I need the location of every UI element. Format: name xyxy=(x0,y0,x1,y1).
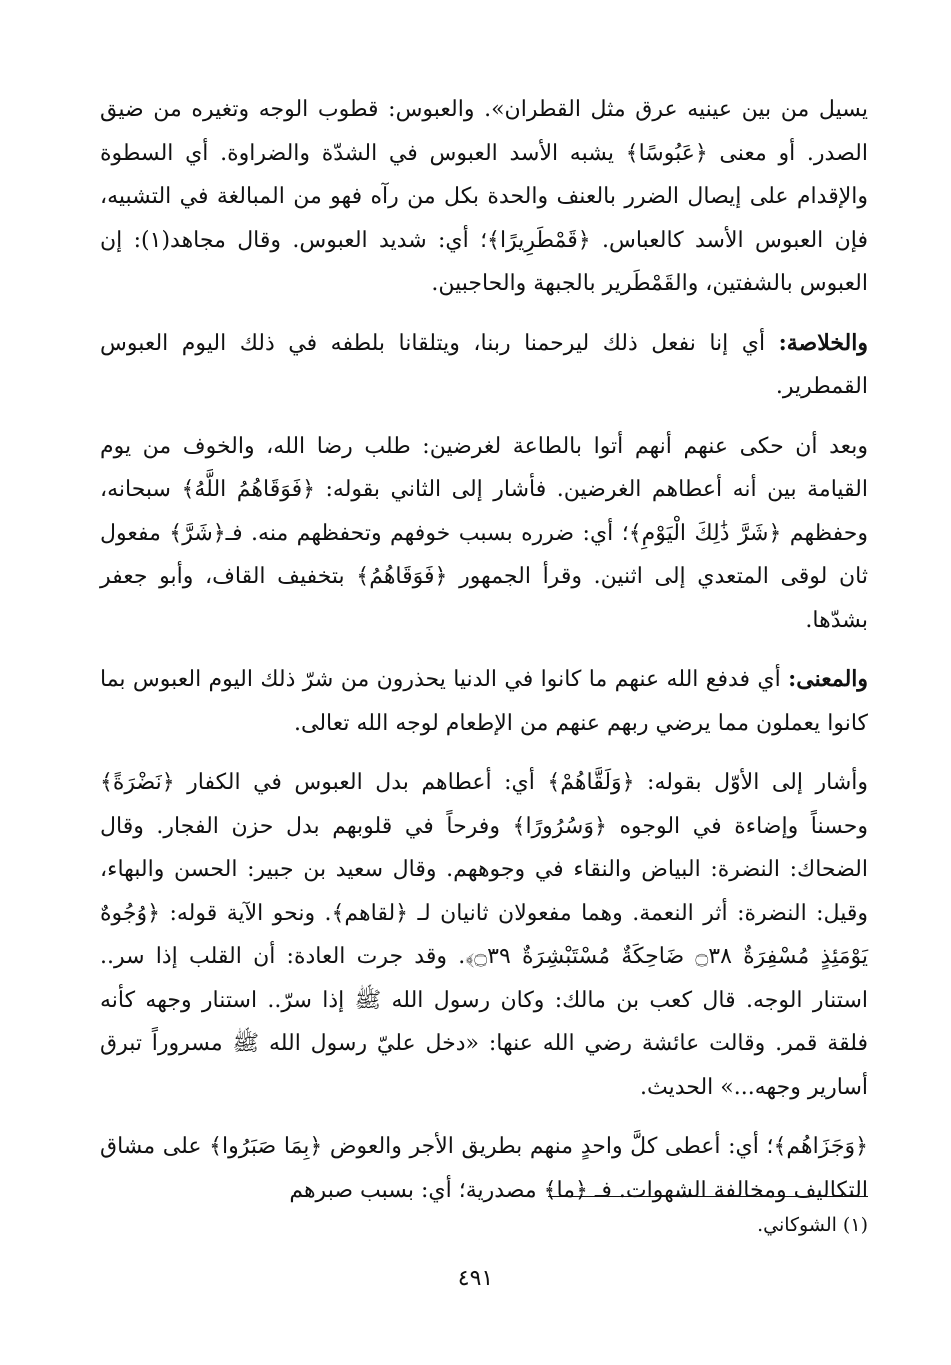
paragraph-5 xyxy=(100,761,868,1109)
paragraph-label: والخلاصة: xyxy=(778,329,868,356)
footnote-divider xyxy=(548,1196,868,1197)
paragraph-4 xyxy=(100,658,868,745)
paragraph-text: وبعد أن حكى عنهم أنهم أتوا بالطاعة لغرضين: طلب رضا الله، والخوف من يوم القيامة بين أنه أعطاهم الغرضين. فأشار إلى الثاني بقوله: ﴿فَوَقَاهُمُ اللَّهُ﴾ سبحانه، وحفظهم ﴿شَرَّ ذَٰلِكَ الْيَوْمِ﴾؛ أي: ضرره بسبب خوفهم وتحفظهم منه. فـ﴿شَرَّ﴾ مفعول ثان لوقى المتعدي إلى اثنين. وقرأ الجمهور ﴿فَوَقَاهُمُ﴾ بتخفيف القاف، وأبو جعفر بشدّها. xyxy=(100,433,868,633)
footnote: (١) الشوكاني. xyxy=(757,1214,868,1236)
page-number: ٤٩١ xyxy=(457,1266,494,1291)
paragraph-text: وأشار إلى الأوّل بقوله: ﴿وَلَقَّاهُمْ﴾ أي: أعطاهم بدل العبوس في الكفار ﴿نَضْرَةً﴾ وحسناً وإضاءة في الوجوه ﴿وَسُرُورًا﴾ وفرحاً في قلوبهم بدل حزن الفجار. وقال الضحاك: النضرة: البياض والنقاء في وجوههم. وقال سعيد بن جبير: الحسن والبهاء، وقيل: النضرة: أثر النعمة. وهما مفعولان ثانيان لـ ﴿لقاهم﴾. ونحو الآية قوله: ﴿وُجُوهٌ يَوْمَئِذٍ مُسْفِرَةٌ ۝٣٨ ضَاحِكَةٌ مُسْتَبْشِرَةٌ ۝٣٩﴾. وقد جرت العادة: أن القلب إذا سر.. استنار الوجه. قال كعب بن مالك: وكان رسول الله ﷺ إذا سرّ.. استنار وجهه كأنه فلقة قمر. وقالت عائشة رضي الله عنها: «دخل عليّ رسول الله ﷺ مسروراً تبرق أسارير وجهه...» الحديث. xyxy=(100,770,868,1100)
paragraph-2 xyxy=(100,322,868,409)
paragraph-3 xyxy=(100,425,868,643)
paragraph-text: ﴿وَجَزَاهُم﴾؛ أي: أعطى كلَّ واحدٍ منهم بطريق الأجر والعوض ﴿بِمَا صَبَرُوا﴾ على مشاق التكاليف ومخالفة الشهوات. فـ ﴿ما﴾ مصدرية؛ أي: بسبب صبرهم xyxy=(100,1134,868,1203)
paragraph-1 xyxy=(100,88,868,306)
paragraph-text: أي فدفع الله عنهم ما كانوا في الدنيا يحذرون من شرّ ذلك اليوم العبوس بما كانوا يعملون مما يرضي ربهم عنهم من الإطعام لوجه الله تعالى. xyxy=(100,667,868,736)
paragraph-text: أي إنا نفعل ذلك ليرحمنا ربنا، ويتلقانا بلطفه في ذلك اليوم العبوس القمطرير. xyxy=(100,330,868,399)
page-body xyxy=(100,88,868,1228)
paragraph-6 xyxy=(100,1125,868,1212)
paragraph-text: يسيل من بين عينيه عرق مثل القطران». والعبوس: قطوب الوجه وتغيره من ضيق الصدر. أو معنى ﴿عَبُوسًا﴾ يشبه الأسد العبوس في الشدّة والضراوة. أي السطوة والإقدام على إيصال الضرر بالعنف والحدة بكل من رآه فهو من المبالغة في التشبيه، فإن العبوس الأسد كالعباس. ﴿قَمْطَرِيرًا﴾؛ أي: شديد العبوس. وقال مجاهد(١): إن العبوس بالشفتين، والقَمْطَرير بالجبهة والحاجبين. xyxy=(100,97,868,296)
paragraph-label: والمعنى: xyxy=(788,666,869,692)
